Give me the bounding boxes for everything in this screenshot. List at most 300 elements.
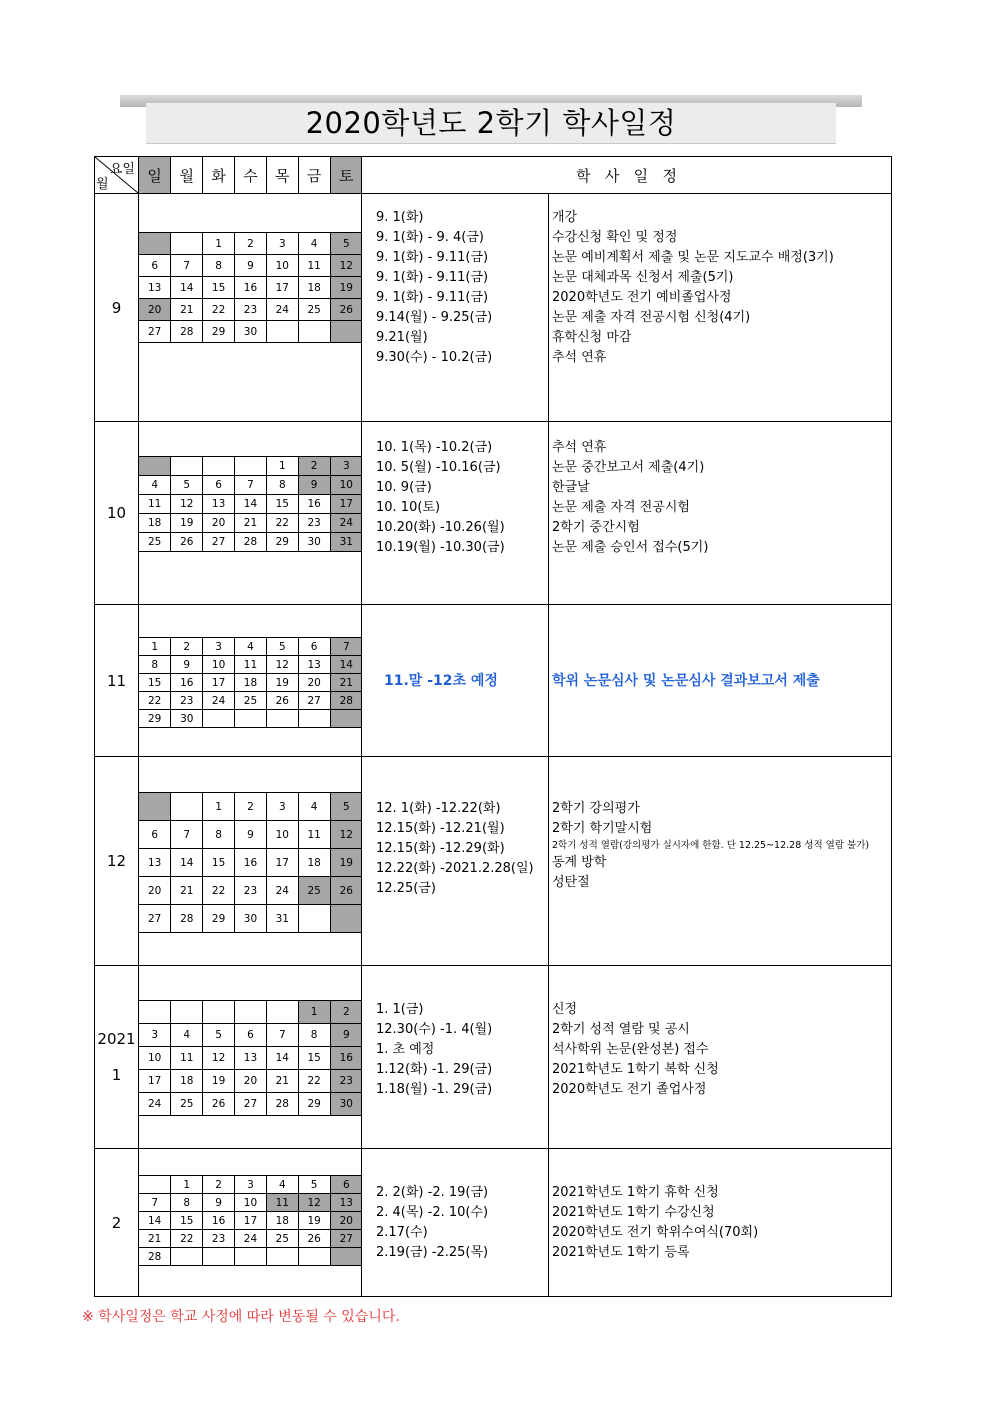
calendar-day: 17 [266, 849, 298, 877]
calendar-day: 19 [330, 277, 362, 299]
calendar-day: 31 [266, 905, 298, 933]
schedule-event: 수강신청 확인 및 정정 [552, 230, 678, 245]
calendar-day [139, 1001, 171, 1024]
schedule-date: 12.30(수) -1. 4(월) [376, 1022, 493, 1037]
calendar-day [203, 710, 235, 728]
calendar-day: 20 [139, 877, 171, 905]
calendar-day: 27 [139, 905, 171, 933]
calendar-day: 6 [139, 821, 171, 849]
calendar-day: 10 [330, 476, 362, 495]
calendar-day: 29 [298, 1093, 330, 1116]
month-row [95, 194, 892, 422]
calendar-day: 15 [203, 849, 235, 877]
calendar-day: 28 [266, 1093, 298, 1116]
calendar-day: 6 [330, 1176, 362, 1194]
month-label-text-2: 1 [111, 1066, 122, 1084]
calendar-day: 22 [139, 692, 171, 710]
month-row [95, 1149, 892, 1297]
schedule-event: 논문 예비계획서 제출 및 논문 지도교수 배정(3기) [552, 250, 834, 265]
weekday-header-cell: 화 [203, 157, 235, 193]
weekday-header-cell: 수 [235, 157, 267, 193]
schedule-date: 2. 2(화) -2. 19(금) [376, 1185, 489, 1200]
calendar-day: 20 [235, 1070, 267, 1093]
month-row [95, 422, 892, 605]
calendar-week [139, 905, 362, 933]
month-label-text: 11 [106, 671, 127, 690]
calendar-day: 16 [235, 277, 267, 299]
calendar-week [139, 877, 362, 905]
calendar-day: 26 [203, 1093, 235, 1116]
calendar-day: 19 [171, 514, 203, 533]
schedule-dates [362, 757, 549, 966]
schedule-date: 2. 4(목) -2. 10(수) [376, 1205, 489, 1220]
schedule-event: 2021학년도 1학기 복학 신청 [552, 1062, 719, 1077]
calendar-day: 14 [171, 277, 203, 299]
weekday-header-cell: 금 [298, 157, 330, 193]
calendar-day: 10 [235, 1194, 267, 1212]
calendar-day: 29 [203, 905, 235, 933]
month-label-text: 2021 [97, 1030, 136, 1048]
schedule-date: 11.말 -12초 예정 [384, 672, 498, 689]
calendar-day: 1 [298, 1001, 330, 1024]
calendar-day: 2 [330, 1001, 362, 1024]
calendar-day: 24 [330, 514, 362, 533]
month-calendar [139, 1149, 362, 1297]
calendar-day: 9 [171, 656, 203, 674]
schedule-event: 2020학년도 전기 학위수여식(70회) [552, 1225, 759, 1240]
calendar-week [139, 233, 362, 255]
calendar-day [330, 710, 362, 728]
calendar-day [171, 233, 203, 255]
schedule-date: 9. 1(화) - 9.11(금) [376, 290, 489, 305]
calendar-day: 23 [235, 877, 267, 905]
schedule-date: 10. 5(월) -10.16(금) [376, 460, 501, 475]
calendar-day: 5 [266, 638, 298, 656]
calendar-day [330, 905, 362, 933]
schedule-date: 1.12(화) -1. 29(금) [376, 1062, 493, 1077]
schedule-event: 추석 연휴 [552, 350, 607, 365]
calendar-day: 6 [298, 638, 330, 656]
calendar-day: 30 [298, 533, 330, 552]
schedule-events [549, 1149, 892, 1297]
calendar-day: 7 [330, 638, 362, 656]
schedule-date: 12.15(화) -12.21(월) [376, 821, 505, 836]
calendar-day [235, 1248, 267, 1266]
calendar-day: 19 [203, 1070, 235, 1093]
calendar-day: 8 [298, 1024, 330, 1047]
calendar-day: 12 [266, 656, 298, 674]
calendar-day: 31 [330, 533, 362, 552]
calendar-day: 18 [171, 1070, 203, 1093]
calendar-day: 26 [330, 877, 362, 905]
calendar-day: 23 [171, 692, 203, 710]
calendar-day: 14 [139, 1212, 171, 1230]
calendar-week [139, 1047, 362, 1070]
mini-calendar [139, 792, 362, 933]
schedule-event: 2020학년도 전기 졸업사정 [552, 1082, 707, 1097]
calendar-day: 15 [171, 1212, 203, 1230]
schedule-dates [362, 194, 549, 422]
calendar-day: 12 [203, 1047, 235, 1070]
calendar-day: 24 [139, 1093, 171, 1116]
calendar-day: 2 [235, 233, 267, 255]
calendar-day: 15 [266, 495, 298, 514]
calendar-day: 27 [139, 321, 171, 343]
calendar-day: 3 [139, 1024, 171, 1047]
month-row [95, 605, 892, 757]
calendar-day: 1 [139, 638, 171, 656]
calendar-day: 13 [203, 495, 235, 514]
calendar-day: 17 [330, 495, 362, 514]
schedule-events [549, 757, 892, 966]
calendar-day: 23 [298, 514, 330, 533]
month-label-text: 2 [111, 1213, 122, 1232]
calendar-day: 28 [235, 533, 267, 552]
calendar-day: 3 [266, 793, 298, 821]
calendar-day: 11 [298, 821, 330, 849]
calendar-day: 16 [203, 1212, 235, 1230]
calendar-day: 4 [298, 233, 330, 255]
schedule-date: 12.25(금) [376, 881, 436, 896]
month-label [95, 605, 139, 757]
calendar-day [171, 457, 203, 476]
month-calendar [139, 966, 362, 1149]
calendar-day: 10 [139, 1047, 171, 1070]
calendar-week [139, 495, 362, 514]
calendar-day [203, 1248, 235, 1266]
calendar-day: 21 [171, 877, 203, 905]
calendar-day: 27 [203, 533, 235, 552]
calendar-day: 8 [203, 821, 235, 849]
calendar-week [139, 1070, 362, 1093]
schedule-date: 9.30(수) - 10.2(금) [376, 350, 493, 365]
calendar-day [330, 321, 362, 343]
calendar-day [266, 1001, 298, 1024]
calendar-day: 22 [266, 514, 298, 533]
schedule-events [549, 966, 892, 1149]
schedule-date: 1.18(월) -1. 29(금) [376, 1082, 493, 1097]
schedule-date: 12.22(화) -2021.2.28(일) [376, 861, 534, 876]
calendar-week [139, 1001, 362, 1024]
schedule-event: 추석 연휴 [552, 440, 607, 455]
calendar-day [235, 1001, 267, 1024]
schedule-date: 1. 초 예정 [376, 1042, 435, 1057]
calendar-day: 9 [235, 821, 267, 849]
calendar-week [139, 533, 362, 552]
calendar-day [266, 710, 298, 728]
mini-calendar [139, 456, 362, 552]
calendar-day: 12 [171, 495, 203, 514]
schedule-date: 10. 1(목) -10.2(금) [376, 440, 493, 455]
calendar-day: 4 [266, 1176, 298, 1194]
calendar-week [139, 821, 362, 849]
mini-calendar [139, 637, 362, 728]
schedule-date: 9. 1(화) - 9.11(금) [376, 250, 489, 265]
calendar-day: 14 [266, 1047, 298, 1070]
schedule-event: 석사학위 논문(완성본) 접수 [552, 1042, 709, 1057]
schedule-date: 2.19(금) -2.25(목) [376, 1245, 489, 1260]
header-corner [95, 157, 139, 194]
calendar-day: 7 [171, 821, 203, 849]
calendar-day: 1 [203, 793, 235, 821]
calendar-day: 13 [298, 656, 330, 674]
schedule-event: 동계 방학 [552, 855, 607, 870]
schedule-event: 2021학년도 1학기 등록 [552, 1245, 690, 1260]
calendar-day: 27 [298, 692, 330, 710]
calendar-day: 15 [203, 277, 235, 299]
schedule-event: 신정 [552, 1002, 578, 1017]
month-label-text: 12 [106, 852, 127, 870]
calendar-day: 11 [171, 1047, 203, 1070]
calendar-day: 7 [171, 255, 203, 277]
calendar-day: 1 [171, 1176, 203, 1194]
header-row [95, 157, 892, 194]
calendar-day: 8 [139, 656, 171, 674]
mini-calendar [139, 1000, 362, 1116]
month-row [95, 757, 892, 966]
month-label [95, 422, 139, 605]
calendar-day: 5 [330, 233, 362, 255]
calendar-day: 7 [235, 476, 267, 495]
calendar-day: 30 [235, 905, 267, 933]
month-label-text: 9 [111, 298, 122, 317]
schedule-event: 논문 중간보고서 제출(4기) [552, 460, 705, 475]
calendar-day: 24 [203, 692, 235, 710]
calendar-day: 6 [139, 255, 171, 277]
calendar-day: 29 [203, 321, 235, 343]
calendar-week [139, 277, 362, 299]
calendar-week [139, 321, 362, 343]
calendar-day: 19 [330, 849, 362, 877]
calendar-day: 7 [139, 1194, 171, 1212]
calendar-day: 26 [298, 1230, 330, 1248]
calendar-day: 5 [330, 793, 362, 821]
calendar-week [139, 255, 362, 277]
calendar-day: 14 [235, 495, 267, 514]
schedule-date: 9. 1(화) - 9.11(금) [376, 270, 489, 285]
calendar-day: 23 [330, 1070, 362, 1093]
calendar-day: 25 [298, 877, 330, 905]
calendar-day: 13 [139, 849, 171, 877]
schedule-event: 2학기 학기말시험 [552, 821, 653, 836]
calendar-day: 25 [139, 533, 171, 552]
calendar-day: 25 [298, 299, 330, 321]
title-banner [120, 95, 862, 145]
calendar-day [139, 233, 171, 255]
calendar-day: 9 [298, 476, 330, 495]
month-label [95, 1149, 139, 1297]
calendar-day: 15 [139, 674, 171, 692]
calendar-day: 8 [203, 255, 235, 277]
schedule-event: 2021학년도 1학기 수강신청 [552, 1205, 715, 1220]
calendar-day: 4 [171, 1024, 203, 1047]
calendar-week [139, 476, 362, 495]
calendar-week [139, 1024, 362, 1047]
calendar-day: 2 [235, 793, 267, 821]
calendar-day: 18 [266, 1212, 298, 1230]
weekday-header [139, 157, 362, 193]
calendar-day: 20 [330, 1212, 362, 1230]
calendar-week [139, 849, 362, 877]
calendar-day: 23 [203, 1230, 235, 1248]
schedule-date: 1. 1(금) [376, 1002, 424, 1017]
schedule-event: 논문 제출 승인서 접수(5기) [552, 540, 709, 555]
schedule-event: 휴학신청 마감 [552, 330, 632, 345]
calendar-day [235, 457, 267, 476]
month-calendar [139, 757, 362, 966]
calendar-day: 9 [203, 1194, 235, 1212]
calendar-day: 11 [298, 255, 330, 277]
calendar-day: 3 [235, 1176, 267, 1194]
calendar-day: 4 [139, 476, 171, 495]
calendar-week [139, 457, 362, 476]
calendar-day: 12 [330, 821, 362, 849]
calendar-day: 19 [298, 1212, 330, 1230]
calendar-day: 9 [235, 255, 267, 277]
calendar-day: 12 [330, 255, 362, 277]
calendar-day: 22 [298, 1070, 330, 1093]
calendar-day: 6 [203, 476, 235, 495]
schedule-date: 9. 1(화) - 9. 4(금) [376, 230, 484, 245]
calendar-day [235, 710, 267, 728]
calendar-day [266, 321, 298, 343]
calendar-week [139, 1176, 362, 1194]
calendar-day: 11 [235, 656, 267, 674]
calendar-day: 16 [330, 1047, 362, 1070]
calendar-day: 21 [330, 674, 362, 692]
calendar-day: 30 [235, 321, 267, 343]
corner-weekday-label: 요일 [109, 162, 135, 177]
calendar-day: 25 [171, 1093, 203, 1116]
calendar-day: 22 [203, 877, 235, 905]
calendar-day: 28 [171, 905, 203, 933]
schedule-event: 개강 [552, 210, 578, 225]
calendar-week [139, 656, 362, 674]
month-label [95, 194, 139, 422]
calendar-day: 20 [139, 299, 171, 321]
calendar-day: 28 [330, 692, 362, 710]
calendar-day [203, 1001, 235, 1024]
calendar-day: 29 [266, 533, 298, 552]
calendar-week [139, 692, 362, 710]
month-label [95, 966, 139, 1149]
calendar-day: 6 [235, 1024, 267, 1047]
calendar-day [139, 793, 171, 821]
weekday-header-cell: 목 [266, 157, 298, 193]
calendar-day: 5 [298, 1176, 330, 1194]
schedule-event: 한글날 [552, 480, 590, 495]
calendar-day: 26 [171, 533, 203, 552]
weekday-header-cell: 토 [330, 157, 362, 193]
calendar-day: 25 [235, 692, 267, 710]
calendar-day [298, 905, 330, 933]
schedule-table [94, 156, 892, 1297]
schedule-dates [362, 422, 549, 605]
schedule-event: 2학기 중간시험 [552, 520, 640, 535]
calendar-week [139, 1212, 362, 1230]
calendar-week [139, 299, 362, 321]
month-calendar [139, 194, 362, 422]
page-title: 2020학년도 2학기 학사일정 [305, 106, 677, 140]
calendar-day: 18 [235, 674, 267, 692]
calendar-day: 11 [139, 495, 171, 514]
weekday-header-cell: 일 [139, 157, 171, 193]
calendar-day: 9 [330, 1024, 362, 1047]
schedule-event: 2021학년도 1학기 휴학 신청 [552, 1185, 719, 1200]
calendar-day: 7 [266, 1024, 298, 1047]
schedule-event: 2학기 성적 열람 및 공시 [552, 1022, 690, 1037]
calendar-day [139, 457, 171, 476]
calendar-day: 3 [266, 233, 298, 255]
schedule-dates [362, 1149, 549, 1297]
calendar-day: 17 [139, 1070, 171, 1093]
calendar-day: 17 [266, 277, 298, 299]
schedule-event: 2학기 강의평가 [552, 801, 640, 816]
calendar-day: 8 [171, 1194, 203, 1212]
calendar-day: 3 [203, 638, 235, 656]
calendar-day: 11 [266, 1194, 298, 1212]
schedule-date: 9.21(월) [376, 330, 428, 345]
calendar-day: 5 [171, 476, 203, 495]
calendar-day: 12 [298, 1194, 330, 1212]
calendar-day [298, 321, 330, 343]
month-row [95, 966, 892, 1149]
calendar-day: 18 [139, 514, 171, 533]
calendar-day: 22 [171, 1230, 203, 1248]
calendar-day: 2 [171, 638, 203, 656]
footnote: ※ 학사일정은 학교 사정에 따라 변동될 수 있습니다. [82, 1309, 400, 1325]
month-label [95, 757, 139, 966]
calendar-day: 30 [171, 710, 203, 728]
calendar-week [139, 674, 362, 692]
calendar-day: 24 [235, 1230, 267, 1248]
calendar-day: 17 [203, 674, 235, 692]
schedule-event: 2020학년도 전기 예비졸업사정 [552, 290, 732, 305]
schedule-event: 논문 제출 자격 전공시험 [552, 500, 690, 515]
calendar-day: 21 [266, 1070, 298, 1093]
calendar-day: 18 [298, 277, 330, 299]
schedule-event: 2학기 성적 열람(강의평가 실시자에 한함. 단 12.25~12.28 성적 열람 불가) [552, 840, 870, 851]
calendar-day [139, 1176, 171, 1194]
schedule-date: 10.20(화) -10.26(월) [376, 520, 505, 535]
month-calendar [139, 605, 362, 757]
calendar-day: 25 [266, 1230, 298, 1248]
calendar-week [139, 793, 362, 821]
schedule-date: 10. 9(금) [376, 480, 432, 495]
calendar-day: 22 [203, 299, 235, 321]
month-calendar [139, 422, 362, 605]
calendar-week [139, 1194, 362, 1212]
weekday-header-cell: 월 [171, 157, 203, 193]
schedule-date: 12. 1(화) -12.22(화) [376, 801, 501, 816]
calendar-day: 29 [139, 710, 171, 728]
calendar-day: 21 [139, 1230, 171, 1248]
header-schedule: 학 사 일 정 [362, 157, 892, 194]
calendar-day [298, 710, 330, 728]
calendar-day: 10 [266, 255, 298, 277]
calendar-day: 2 [298, 457, 330, 476]
calendar-week [139, 710, 362, 728]
calendar-day: 4 [235, 638, 267, 656]
month-label-text: 10 [106, 504, 127, 522]
mini-calendar [139, 232, 362, 343]
calendar-day: 28 [171, 321, 203, 343]
calendar-day: 13 [235, 1047, 267, 1070]
calendar-week [139, 1093, 362, 1116]
schedule-event: 논문 대체과목 신청서 제출(5기) [552, 270, 734, 285]
calendar-day: 10 [203, 656, 235, 674]
schedule-event: 논문 제출 자격 전공시험 신청(4기) [552, 310, 751, 325]
